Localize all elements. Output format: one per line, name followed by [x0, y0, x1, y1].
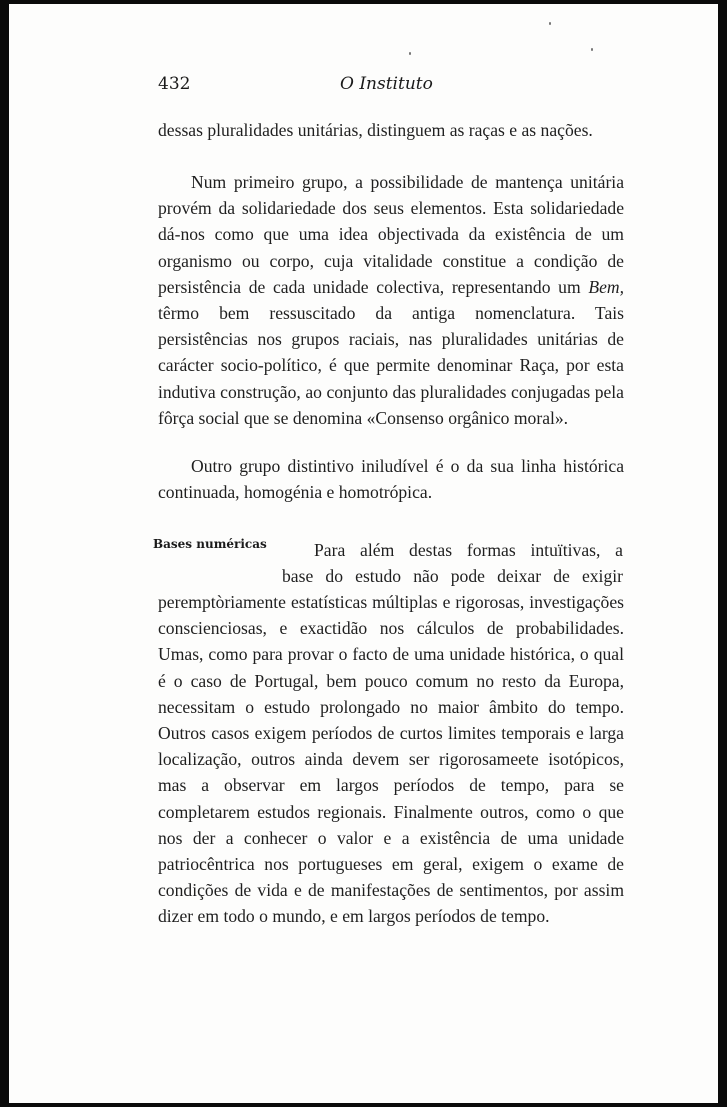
paragraph-3-text: Outro grupo distintivo iniludível é o da sua linha histórica continuada, homogénia e homotrópica.	[158, 456, 624, 503]
side-heading: Bases numéricas	[153, 537, 267, 551]
paragraph-3	[158, 453, 624, 505]
scan-speck	[409, 52, 411, 55]
paragraph-2-end: têrmo bem ressuscitado da antiga nomenclatura. Tais persistências nos grupos raciais, nas pluralidades unitárias de carácter socio-político, é que permite denominar Raça, por esta indutiva construção, ao conjunto das pluralidades conjugadas pela fôrça social que se denomina «Consenso orgânico moral».	[158, 303, 624, 428]
paragraph-4-line-2: base do estudo não pode deixar de exigir	[282, 566, 623, 586]
paragraph-2-start: Num primeiro grupo, a possibilidade de mantença unitária provém da solidariedade dos seus elementos. Esta solidariedade dá-nos como que uma idea objectivada da existência de um organismo ou corpo, cuja vitalidade constitue a condição de persistência de cada unidade colectiva, representando um	[158, 172, 624, 297]
paragraph-1	[158, 117, 624, 143]
scan-speck	[591, 48, 593, 51]
running-title: O Instituto	[340, 74, 433, 94]
scan-speck	[549, 22, 551, 25]
paragraph-4	[158, 589, 624, 930]
paragraph-1-text: dessas pluralidades unitárias, distinguem as raças e as nações.	[158, 120, 593, 140]
paragraph-2	[158, 169, 624, 431]
paragraph-4-line-1: Para além destas formas intuïtivas, a	[314, 540, 623, 560]
page-header	[158, 74, 624, 102]
paragraph-2-text	[158, 169, 624, 431]
page-number: 432	[158, 74, 191, 94]
paragraph-2-emphasis: Bem,	[588, 276, 624, 297]
paragraph-4-text: peremptòriamente estatísticas múltiplas e rigorosas, investigações conscienciosas, e exactidão nos cálculos de probabilidades. Umas, como para provar o facto de uma unidade histórica, o qual é o caso de Portugal, bem pouco comum no resto da Europa, necessitam o estudo prolongado no maior âmbito do tempo. Outros casos exigem períodos de curtos limites temporais e larga localização, outros ainda devem ser rigorosameete isotópicos, mas a observar em largos períodos de tempo, para se completarem estudos regionais. Finalmente outros, como o que nos der a conhecer o valor e a existência de uma unidade patriocêntrica nos portugueses em geral, exigem o exame de condições de vida e de manifestações de sentimentos, por assim dizer em todo o mundo, e em largos períodos de tempo.	[158, 592, 624, 927]
